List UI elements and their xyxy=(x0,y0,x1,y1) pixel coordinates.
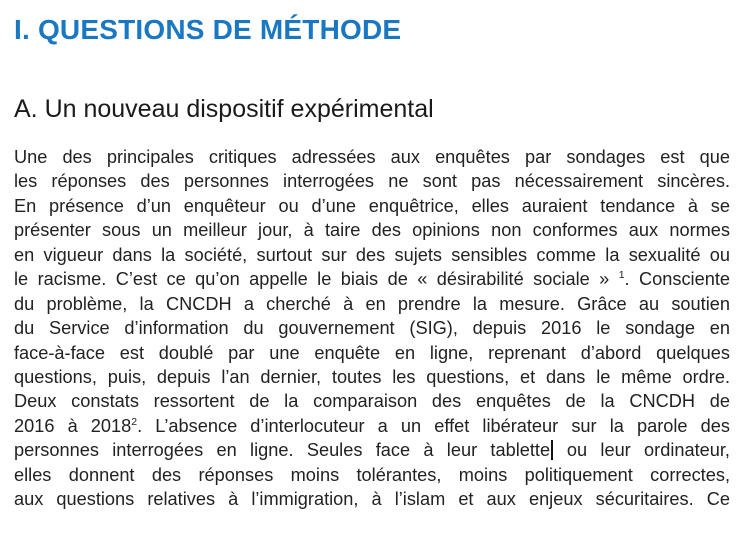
paragraph-line: face-à-face est doublé par une enquête en ligne, reprenant d’abord quelques xyxy=(14,342,730,363)
paragraph-line: en vigueur dans la société, surtout sur des sujets sensibles comme la sexualité ou xyxy=(14,244,730,265)
paragraph-line: aux questions relatives à l’immigration, à l’islam et aux enjeux sécuritaires. Ce xyxy=(14,489,730,510)
paragraph-line xyxy=(14,267,730,291)
line-text: 2016 à 2018 xyxy=(14,415,132,436)
line-text: le racisme. C’est ce qu’on appelle le biais de « désirabilité sociale » xyxy=(14,269,619,290)
paragraph-line: présenter sous un meilleur jour, à taire des opinions non conformes aux normes xyxy=(14,220,730,241)
section-heading: I. QUESTIONS DE MÉTHODE xyxy=(14,14,402,45)
footnote-ref-2[interactable]: 2 xyxy=(131,415,138,428)
paragraph-line: elles donnent des réponses moins tolérantes, moins politiquement correctes, xyxy=(14,464,730,485)
paragraph-line xyxy=(14,438,730,462)
text-cursor xyxy=(551,440,553,460)
body-paragraph xyxy=(14,145,730,512)
paragraph-line: du problème, la CNCDH a cherché à en prendre la mesure. Grâce au soutien xyxy=(14,293,730,314)
paragraph-line xyxy=(14,414,730,438)
line-text: . L’absence d’interlocuteur a un effet libérateur sur la parole des xyxy=(137,415,730,436)
line-text: personnes interrogées en ligne. Seules face à leur tablette xyxy=(14,440,551,461)
footnote-ref-1[interactable]: 1 xyxy=(618,269,625,282)
paragraph-line: du Service d’information du gouvernement (SIG), depuis 2016 le sondage en xyxy=(14,318,730,339)
line-text: ou leur ordinateur, xyxy=(553,440,730,461)
line-text: . Consciente xyxy=(624,269,730,290)
paragraph-line: les réponses des personnes interrogées ne sont pas nécessairement sincères. xyxy=(14,171,730,192)
paragraph-line: questions, puis, depuis l’an dernier, toutes les questions, et dans le même ordre. xyxy=(14,366,730,387)
paragraph-line: En présence d’un enquêteur ou d’une enquêtrice, elles auraient tendance à se xyxy=(14,195,730,216)
subsection-heading: A. Un nouveau dispositif expérimental xyxy=(14,95,434,123)
paragraph-line: Une des principales critiques adressées aux enquêtes par sondages est que xyxy=(14,147,730,167)
paragraph-line: Deux constats ressortent de la comparaison des enquêtes de la CNCDH de xyxy=(14,391,730,412)
